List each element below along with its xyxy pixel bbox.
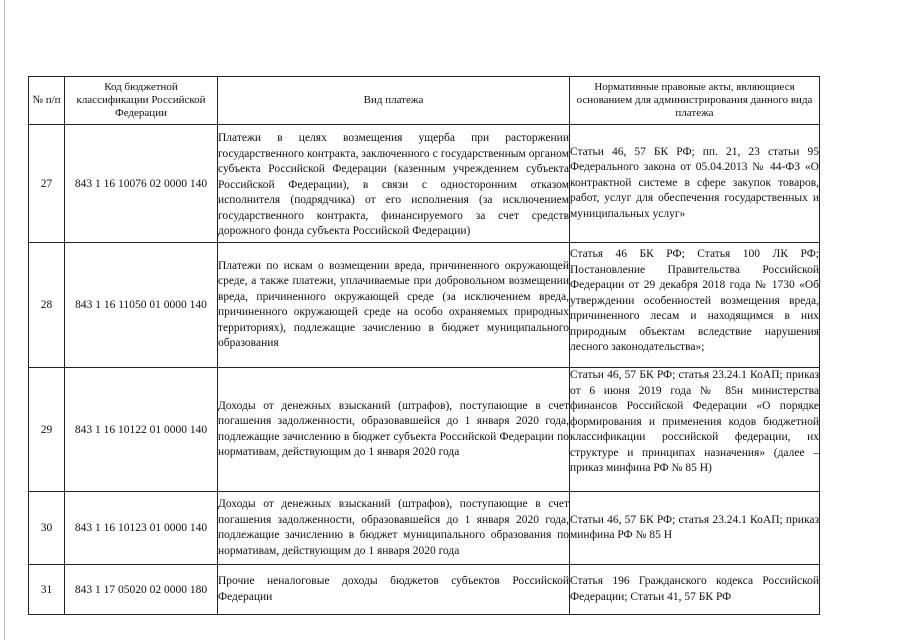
table-row bbox=[29, 368, 820, 492]
payments-table bbox=[28, 76, 820, 615]
row-code: 843 1 16 10122 01 0000 140 bbox=[65, 368, 218, 492]
table-header-row bbox=[29, 77, 820, 125]
scan-edge-line bbox=[4, 0, 5, 640]
row-num: 29 bbox=[29, 368, 65, 492]
row-payment-type: Доходы от денежных взысканий (штрафов), поступающие в счет погашения задолженности, образовавшейся до 1 января 2020 года, подлежащие зачислению в бюджет муниципального образования по нормативам, действующим до 1 января 2020 года bbox=[218, 492, 570, 565]
header-acts: Нормативные правовые акты, являющиеся основанием для администрирования данного вида платежа bbox=[570, 77, 820, 125]
table-row bbox=[29, 125, 820, 243]
row-num: 30 bbox=[29, 492, 65, 565]
row-num: 31 bbox=[29, 565, 65, 615]
row-payment-type: Доходы от денежных взысканий (штрафов), поступающие в счет погашения задолженности, образовавшейся до 1 января 2020 года, подлежащие зачислению в бюджет субъекта Российской Федерации по нормативам, действующим до 1 января 2020 года bbox=[218, 368, 570, 492]
row-legal-acts: Статьи 46, 57 БК РФ; статья 23.24.1 КоАП; приказ от 6 июня 2019 года № 85н министерства финансов Российской Федерации «О порядке формирования и применения кодов бюджетной классификации российской федерации, их структуре и принципах назначения» (далее – приказ минфина РФ № 85 Н) bbox=[570, 368, 820, 492]
row-code: 843 1 17 05020 02 0000 180 bbox=[65, 565, 218, 615]
header-type: Вид платежа bbox=[218, 77, 570, 125]
table-row bbox=[29, 565, 820, 615]
row-legal-acts: Статья 46 БК РФ; Статья 100 ЛК РФ; Постановление Правительства Российской Федерации от 29 декабря 2018 года № 1730 «Об утверждении особенностей возмещения вреда, причиненного лесам и находящимся в них природным объектам вследствие нарушения лесного законодательства»; bbox=[570, 243, 820, 368]
row-payment-type: Платежи в целях возмещения ущерба при расторжении государственного контракта, заключенного с государственным органом субъекта Российской Федерации (казенным учреждением субъекта Российской Федерации), в связи с односторонним отказом исполнителя (подрядчика) от его исполнения (за исключением государственного контракта, финансируемого за счет средств дорожного фонда субъекта Российской Федерации) bbox=[218, 125, 570, 243]
row-payment-type: Платежи по искам о возмещении вреда, причиненного окружающей среде, а также платежи, уплачиваемые при добровольном возмещении вреда, причиненного окружающей среде (за исключением вреда, причиненного окружающей среде на особо охраняемых природных территориях), подлежащие зачислению в бюджет муниципального образования bbox=[218, 243, 570, 368]
row-code: 843 1 16 10123 01 0000 140 bbox=[65, 492, 218, 565]
row-legal-acts: Статьи 46, 57 БК РФ; статья 23.24.1 КоАП; приказ минфина РФ № 85 Н bbox=[570, 492, 820, 565]
table-row bbox=[29, 243, 820, 368]
row-legal-acts: Статьи 46, 57 БК РФ; пп. 21, 23 статьи 95 Федерального закона от 05.04.2013 № 44-ФЗ «О контрактной системе в сфере закупок товаров, работ, услуг для обеспечения государственных и муниципальных услуг» bbox=[570, 125, 820, 243]
row-code: 843 1 16 10076 02 0000 140 bbox=[65, 125, 218, 243]
row-code: 843 1 16 11050 01 0000 140 bbox=[65, 243, 218, 368]
row-payment-type: Прочие неналоговые доходы бюджетов субъектов Российской Федерации bbox=[218, 565, 570, 615]
row-legal-acts: Статья 196 Гражданского кодекса Российской Федерации; Статьи 41, 57 БК РФ bbox=[570, 565, 820, 615]
table-row bbox=[29, 492, 820, 565]
row-num: 27 bbox=[29, 125, 65, 243]
header-code: Код бюджетной классификации Российской Федерации bbox=[65, 77, 218, 125]
row-num: 28 bbox=[29, 243, 65, 368]
header-num: № п/п bbox=[29, 77, 65, 125]
